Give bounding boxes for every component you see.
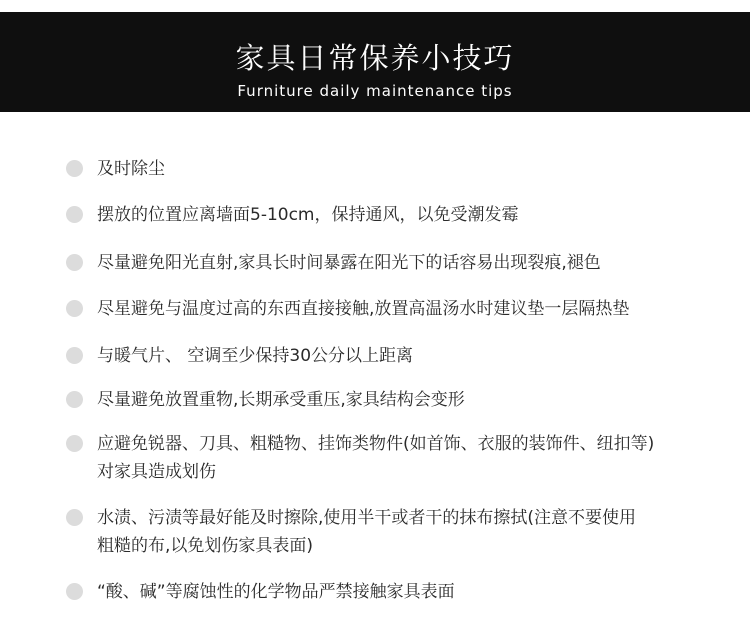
tip-text [97, 249, 601, 277]
page-title: 家具日常保养小技巧 [235, 41, 515, 75]
tip-line: 尽量避免放置重物,长期承受重压,家具结构会变形 [97, 390, 465, 410]
bullet-dot-icon [66, 391, 83, 408]
tip-text [97, 578, 455, 606]
bullet-dot-icon [66, 583, 83, 600]
bullet-dot-icon [66, 435, 83, 452]
tip-text [97, 295, 629, 323]
tip-line: 应避免锐器、刀具、粗糙物、挂饰类物件(如首饰、衣服的装饰件、纽扣等) [97, 434, 655, 454]
tip-line: 粗糙的布,以免划伤家具表面) [97, 536, 314, 556]
tip-text [97, 342, 413, 370]
tip-line: 水渍、污渍等最好能及时擦除,使用半干或者干的抹布擦拭(注意不要使用 [97, 508, 637, 528]
tip-line: 摆放的位置应离墙面5-10cm，保持通风，以免受潮发霉 [97, 205, 519, 225]
tip-line: 尽星避免与温度过高的东西直接接触,放置高温汤水时建议垫一层隔热垫 [97, 299, 630, 319]
tip-line: 与暖气片、 空调至少保持30公分以上距离 [97, 346, 414, 366]
tip-text [97, 430, 654, 486]
bullet-dot-icon [66, 300, 83, 317]
bullet-dot-icon [66, 160, 83, 177]
bullet-dot-icon [66, 509, 83, 526]
bullet-dot-icon [66, 347, 83, 364]
tip-line: 对家具造成划伤 [97, 462, 216, 482]
tip-text [97, 504, 636, 560]
tip-text [97, 386, 465, 414]
tip-line: “酸、碱”等腐蚀性的化学物品严禁接触家具表面 [97, 582, 455, 602]
page-subtitle: Furniture daily maintenance tips [237, 82, 513, 100]
tip-text [97, 155, 165, 183]
tip-line: 及时除尘 [97, 159, 165, 179]
bullet-dot-icon [66, 206, 83, 223]
tip-text [97, 201, 519, 229]
tip-line: 尽量避免阳光直射,家具长时间暴露在阳光下的话容易出现裂痕,褪色 [97, 253, 601, 273]
bullet-dot-icon [66, 254, 83, 271]
